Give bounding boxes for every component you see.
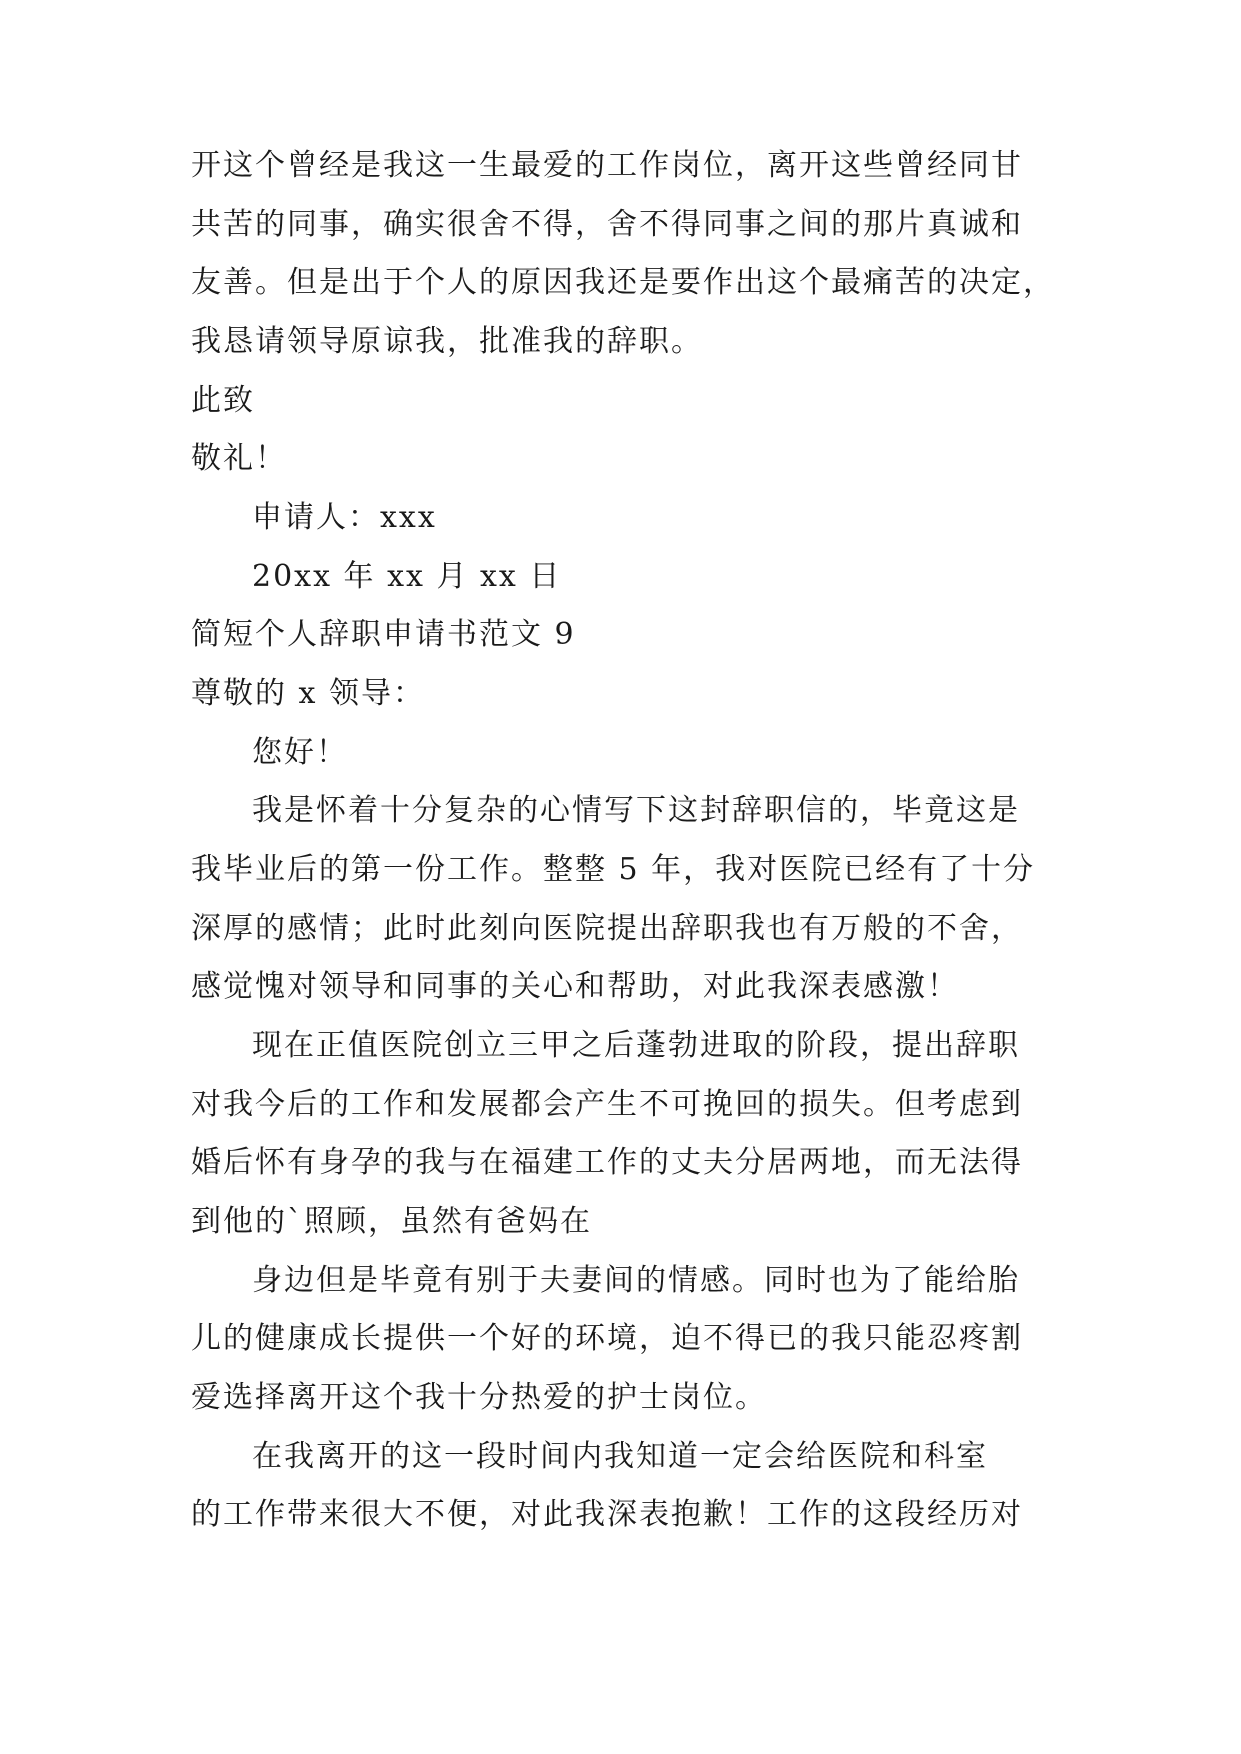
text-line: 我恳请领导原谅我，批准我的辞职。 <box>191 324 703 359</box>
text-line: 儿的健康成长提供一个好的环境，迫不得已的我只能忍疼割 <box>191 1321 1023 1356</box>
text-line: 在我离开的这一段时间内我知道一定会给医院和科室 <box>252 1439 988 1474</box>
text-line: 共苦的同事，确实很舍不得，舍不得同事之间的那片真诚和 <box>191 207 1023 242</box>
letter-salutation: 尊敬的 x 领导： <box>191 676 425 711</box>
applicant-signature: 申请人：xxx <box>252 500 437 535</box>
text-line: 的工作带来很大不便，对此我深表抱歉！工作的这段经历对 <box>191 1497 1023 1532</box>
greeting: 您好！ <box>252 735 348 770</box>
text-line: 现在正值医院创立三甲之后蓬勃进取的阶段，提出辞职 <box>252 1028 1020 1063</box>
text-line: 友善。但是出于个人的原因我还是要作出这个最痛苦的决定， <box>191 265 1055 300</box>
text-line: 我是怀着十分复杂的心情写下这封辞职信的，毕竟这是 <box>252 793 1020 828</box>
text-line: 对我今后的工作和发展都会产生不可挽回的损失。但考虑到 <box>191 1087 1023 1122</box>
text-line: 开这个曾经是我这一生最爱的工作岗位，离开这些曾经同甘 <box>191 148 1023 183</box>
text-line: 感觉愧对领导和同事的关心和帮助，对此我深表感激！ <box>191 969 959 1004</box>
letter-date: 20xx 年 xx 月 xx 日 <box>252 559 562 594</box>
text-line: 到他的`照顾，虽然有爸妈在 <box>191 1204 592 1239</box>
text-line: 身边但是毕竟有别于夫妻间的情感。同时也为了能给胎 <box>252 1263 1020 1298</box>
text-line: 爱选择离开这个我十分热爱的护士岗位。 <box>191 1380 767 1415</box>
section-title: 简短个人辞职申请书范文 9 <box>191 617 576 652</box>
closing-regards: 敬礼！ <box>191 441 287 476</box>
text-line: 我毕业后的第一份工作。整整 5 年，我对医院已经有了十分 <box>191 852 1036 887</box>
text-line: 婚后怀有身孕的我与在福建工作的丈夫分居两地，而无法得 <box>191 1145 1023 1180</box>
text-line: 深厚的感情；此时此刻向医院提出辞职我也有万般的不舍， <box>191 911 1023 946</box>
closing-salutation: 此致 <box>191 383 255 418</box>
